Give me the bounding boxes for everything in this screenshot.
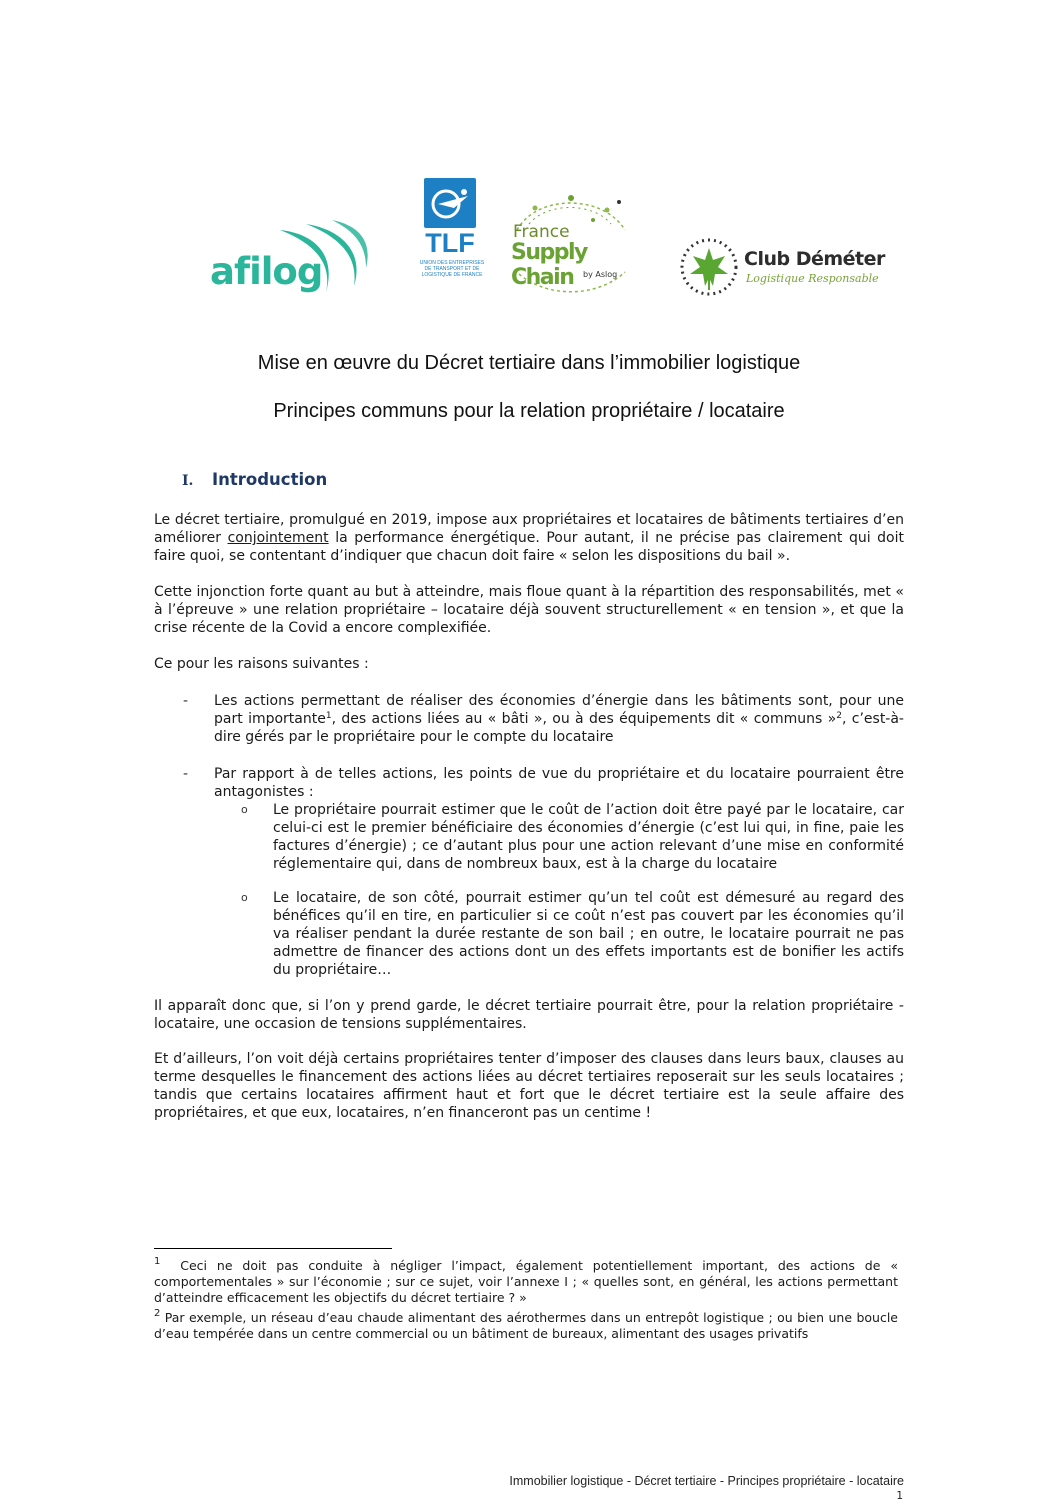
afilog-logo	[208, 220, 368, 300]
demeter-subtitle: Logistique Responsable	[746, 272, 879, 285]
footnote-2-number: 2	[154, 1308, 161, 1319]
fsc-by: by Aslog	[583, 270, 618, 279]
paragraph-1	[154, 511, 904, 565]
bullet-dash-2: -	[183, 766, 189, 782]
bullet-2: Par rapport à de telles actions, les points de vue du propriétaire et du locataire pourraient être antagonistes :	[214, 766, 904, 800]
sub-bullet-marker-1: o	[241, 803, 248, 816]
sub-bullet-1: Le propriétaire pourrait estimer que le coût de l’action doit être payé par le locataire, car celui-ci est le premier bénéficiaire des économies d’énergie (c’est lui qui, in fine, paie les factures d’énergie) ; ce d’autant plus pour une action relevant d’une mise en conformité réglementaire qui, dans de nombreux baux, est à la charge du locataire	[273, 802, 904, 872]
footnote-separator	[154, 1248, 392, 1249]
section-number: I.	[182, 473, 194, 489]
page-number: 1	[896, 1490, 903, 1502]
fsc-line2: Supply Chain	[511, 240, 587, 290]
paragraph-2: Cette injonction forte quant au but à atteindre, mais floue quant à la répartition des responsabilités, met « à l’épreuve » une relation propriétaire – locataire déjà souvent structurellement « en tension », et que la crise récente de la Covid a encore complexifiée.	[154, 584, 904, 636]
footnote-2-text: Par exemple, un réseau d’eau chaude alimentant des aérothermes dans un entrepôt logistique ; ou bien une boucle d’eau tempérée dans un centre commercial ou un bâtiment de bureaux, alimentant des usages privatifs	[154, 1310, 898, 1341]
paragraph-5: Et d’ailleurs, l’on voit déjà certains propriétaires tenter d’imposer des clauses dans leurs baux, clauses au terme desquelles le financement des actions liées au décret tertiaires reposerait sur les seuls locataires ; tandis que certains locataires affirment haut et fort que le décret tertiaire est la seule affaire des propriétaires, et que eux, locataires, n’en financeront pas un centime !	[154, 1051, 904, 1121]
france-supply-chain-logo	[507, 190, 633, 300]
fsc-line1: France	[513, 222, 570, 242]
footnote-1-number: 1	[154, 1256, 161, 1267]
document-subtitle: Principes communs pour la relation propriétaire / locataire	[273, 400, 785, 422]
document-title: Mise en œuvre du Décret tertiaire dans l’immobilier logistique	[257, 352, 801, 374]
tlf-logo	[419, 178, 494, 282]
paragraph-1-text-a: Le décret tertiaire, promulgué en 2019, impose aux propriétaires et locataires de bâtiments tertiaires d’en améliorer	[154, 512, 904, 546]
footnote-1	[154, 1258, 898, 1306]
paragraph-1-text-b: la performance énergétique. Pour autant, il ne précise pas clairement qui doit faire quoi, se contentant d’indiquer que chacun doit faire « selon les dispositions du bail ».	[154, 530, 904, 564]
paragraph-4: Il apparaît donc que, si l’on y prend garde, le décret tertiaire pourrait être, pour la relation propriétaire - locataire, une occasion de tensions supplémentaires.	[154, 998, 904, 1032]
section-heading	[182, 470, 327, 489]
tlf-subtitle: UNION DES ENTREPRISES DE TRANSPORT ET DE LOGISTIQUE DE FRANCE	[419, 260, 485, 278]
bullet-1-text-a: Les actions permettant de réaliser des économies d’énergie dans les bâtiments sont, pour une part importante	[214, 693, 904, 727]
club-demeter-logo	[678, 236, 888, 300]
bullet-1-text-b: , des actions liées au « bâti », ou à des équipements dit « communs »	[331, 711, 837, 727]
section-title: Introduction	[212, 470, 328, 489]
tlf-badge	[424, 178, 476, 228]
footnote-ref-2[interactable]: 2	[836, 711, 842, 721]
footnote-1-text: Ceci ne doit pas conduite à négliger l’impact, également potentiellement important, des actions de « comportementales » sur l’économie ; sur ce sujet, voir l’annexe I ; « quelles sont, en général, les actions permettant d’atteindre efficacement les objectifs du décret tertiaire ? »	[154, 1258, 898, 1305]
bullet-1-text-c: , c’est-à-dire gérés par le propriétaire pour le compte du locataire	[214, 711, 904, 745]
afilog-wordmark: afilog	[210, 250, 323, 293]
bullet-1	[214, 692, 904, 746]
paragraph-3: Ce pour les raisons suivantes :	[154, 656, 369, 672]
tlf-wordmark: TLF	[425, 228, 475, 258]
demeter-leaf-icon	[678, 236, 740, 298]
sub-bullet-marker-2: o	[241, 891, 248, 904]
footnote-2	[154, 1310, 898, 1342]
sub-bullet-2: Le locataire, de son côté, pourrait estimer qu’un tel coût est démesuré au regard des bénéfices qu’il en tire, en particulier si ce coût n’est pas couvert par les économies qu’il va réaliser pendant la durée restante de son bail ; en outre, le locataire pourrait ne pas admettre de financer des actions dont un des effets importants est de bonifier les actifs du propriétaire…	[273, 890, 904, 978]
tlf-emblem-icon	[424, 178, 476, 228]
demeter-title: Club Déméter	[744, 248, 885, 270]
footnote-ref-1[interactable]: 1	[325, 711, 332, 721]
page-footer: Immobilier logistique - Décret tertiaire - Principes propriétaire - locataire	[509, 1474, 904, 1488]
logo-bar	[0, 172, 1058, 302]
bullet-dash-1: -	[183, 693, 189, 709]
paragraph-1-underlined: conjointement	[227, 530, 329, 546]
